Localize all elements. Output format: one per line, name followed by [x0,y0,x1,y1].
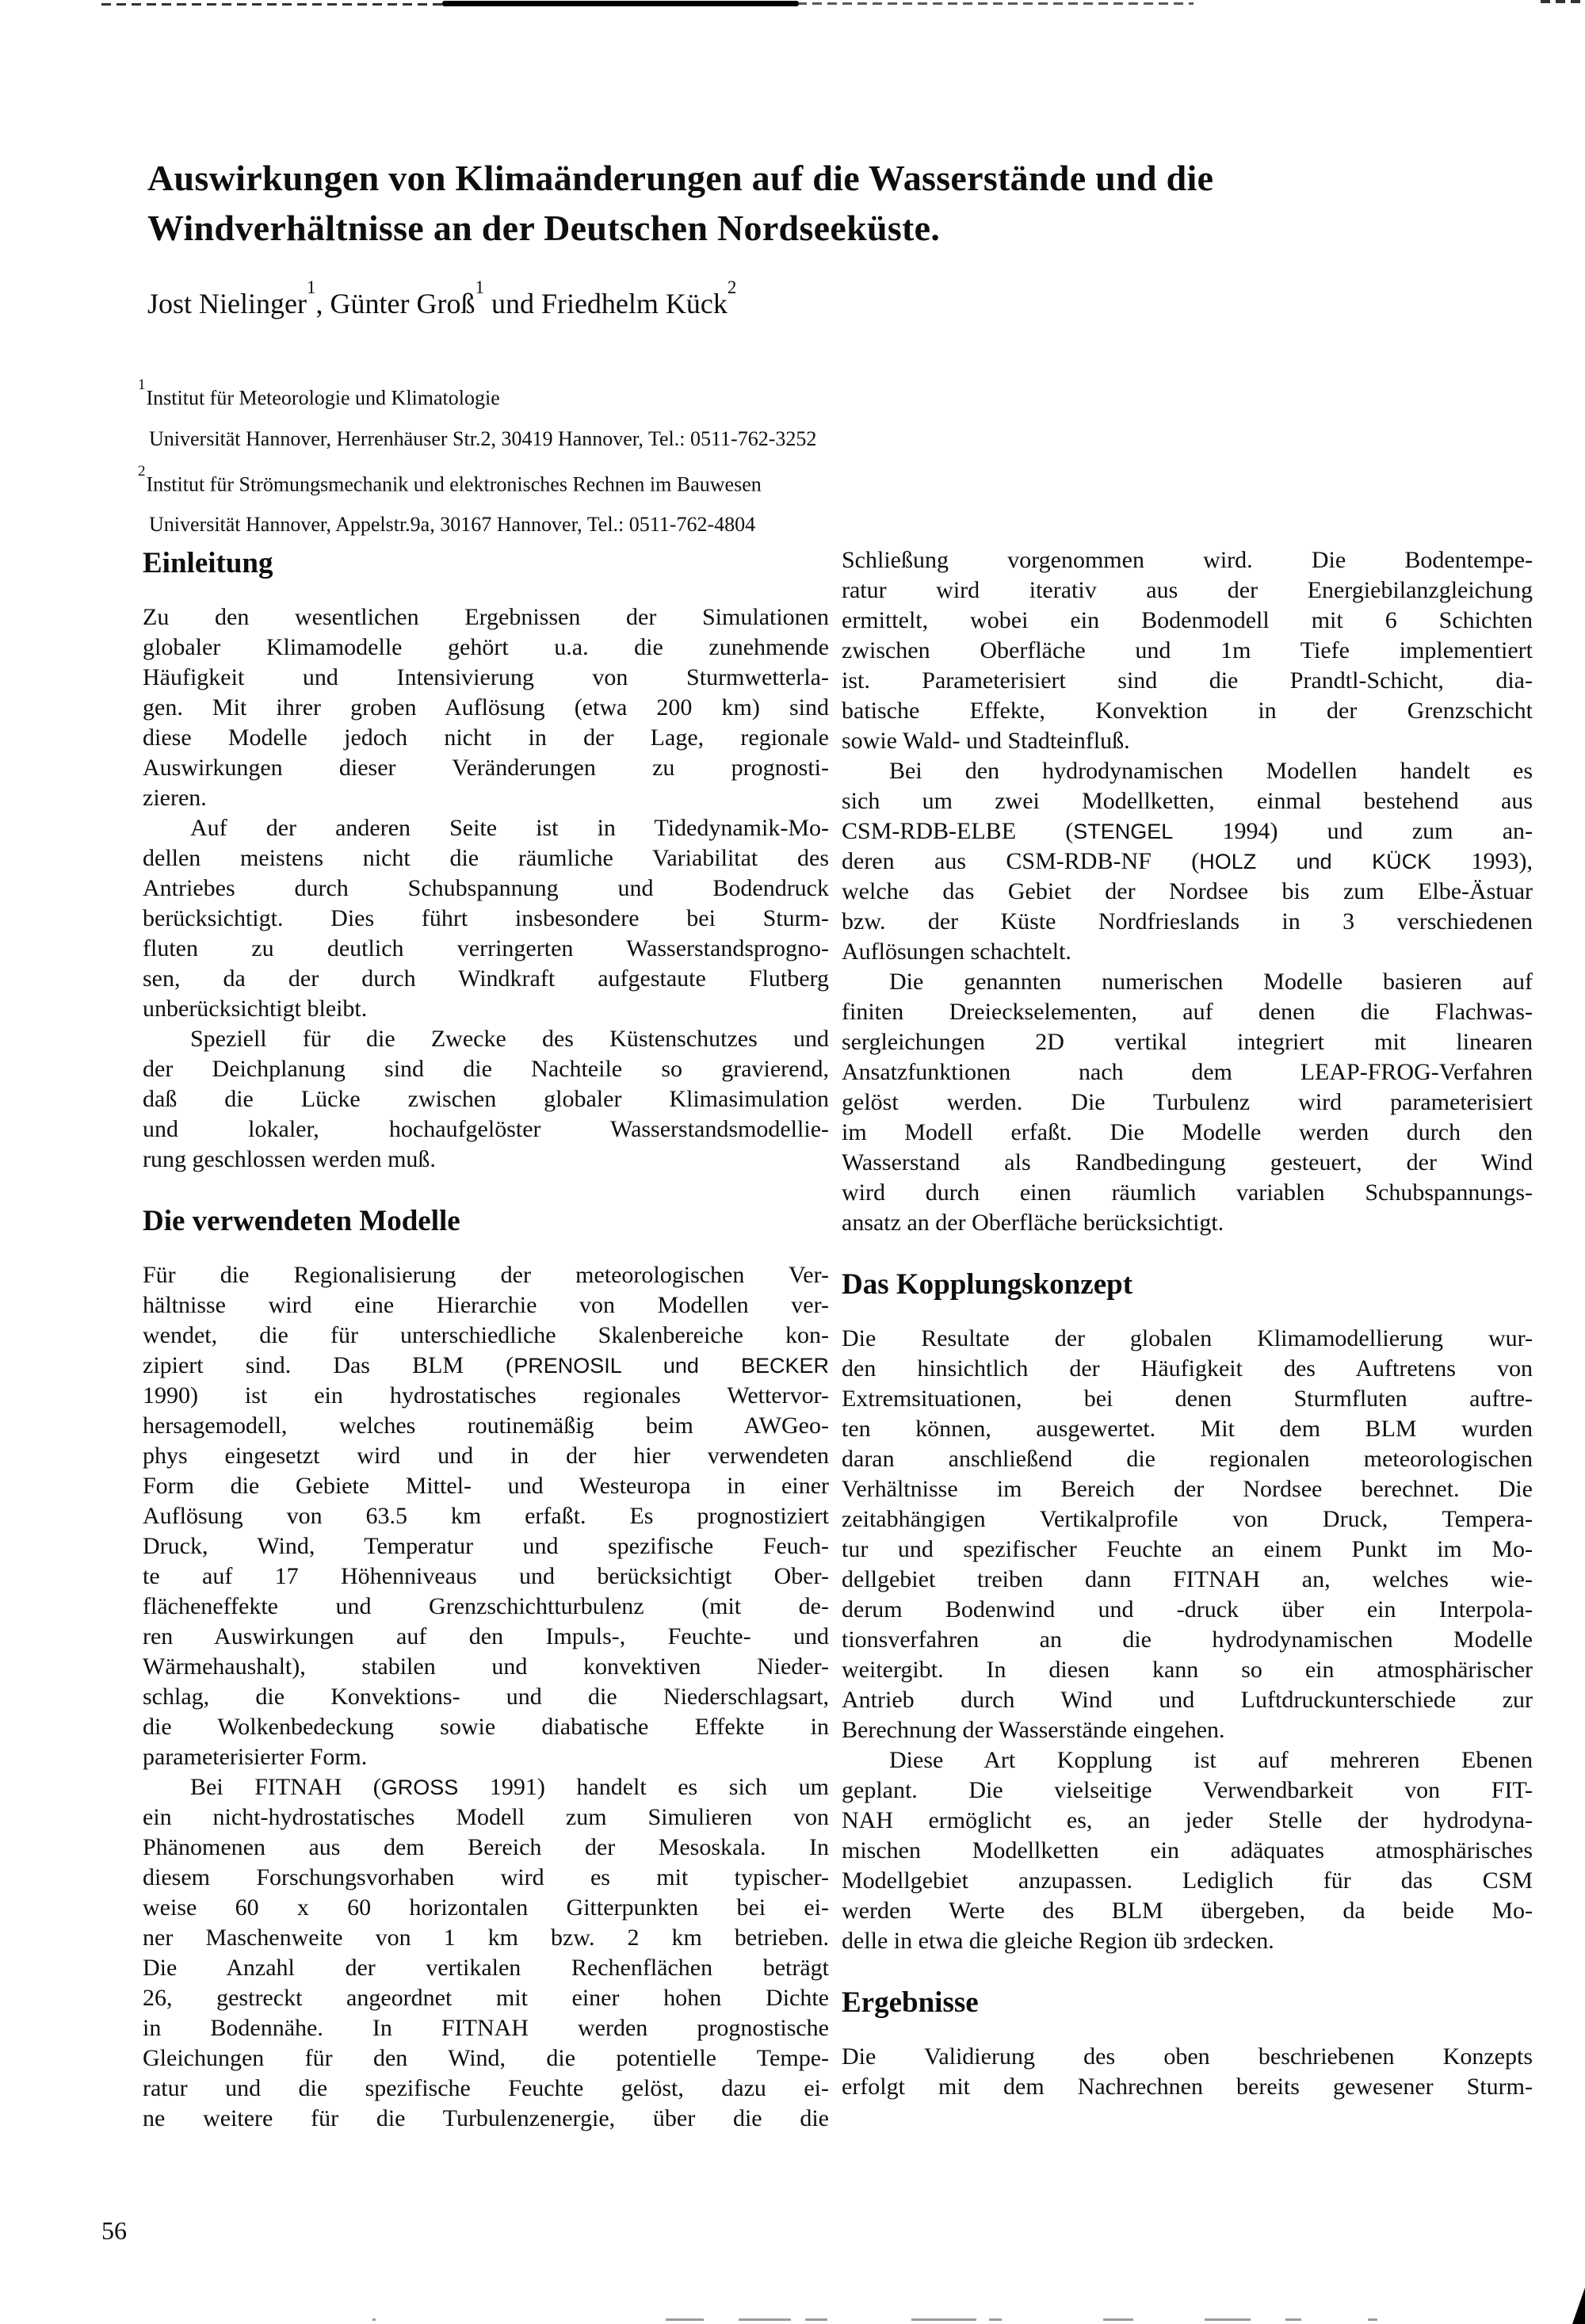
paragraph [842,1745,1533,1956]
text-line: daß die Lücke zwischen globaler Klimasimulation [143,1086,829,1112]
scan-artifact-top-line [797,2,1194,5]
text-line: der Deichplanung sind die Nachteile so gravierend, [143,1056,829,1082]
text-line: zwischen Oberfläche und 1m Tiefe implementiert [842,637,1533,663]
text-line: Die Resultate der globalen Klimamodellierung wur- [842,1325,1533,1351]
text-line: Auflösung von 63.5 km erfaßt. Es prognostiziert [143,1503,829,1529]
text-line: diesem Forschungsvorhaben wird es mit typischer- [143,1864,829,1890]
paragraph [842,967,1533,1238]
text-line: ner Maschenweite von 1 km bzw. 2 km betrieben. [143,1925,829,1951]
text-line: batische Effekte, Konvektion in der Grenzschicht [842,698,1533,724]
paper-title-line: Windverhältnisse an der Deutschen Nordseeküste. [147,207,941,248]
text-line: Bei den hydrodynamischen Modellen handelt es [889,758,1533,784]
text-line: delle in etwa die gleiche Region üb ɜrdecken. [842,1928,1274,1954]
text-line: Die Anzahl der vertikalen Rechenflächen beträgt [143,1955,829,1981]
text-line: ansatz an der Oberfläche berücksichtigt. [842,1210,1224,1236]
left-column [143,545,829,2134]
right-column [842,545,1533,2102]
text-line: CSM-RDB-ELBE (STENGEL 1994) und zum an- [842,818,1533,844]
text-line: bzw. der Küste Nordfrieslands in 3 verschiedenen [842,908,1533,935]
paragraph [143,602,829,813]
text-line: weitergibt. In diesen kann so ein atmosphärischer [842,1657,1533,1683]
text-line: dellen meistens nicht die räumliche Variabilitat des [143,845,829,871]
text-line: weise 60 x 60 horizontalen Gitterpunkten bei ei- [143,1894,829,1921]
paragraph [842,545,1533,756]
text-line: Diese Art Kopplung ist auf mehreren Ebenen [889,1747,1533,1773]
text-line: Auf der anderen Seite ist in Tidedynamik-Mo- [190,815,829,841]
text-line: 26, gestreckt angeordnet mit einer hohen Dichte [143,1985,829,2011]
paper-title [147,153,1479,253]
text-line: welche das Gebiet der Nordsee bis zum Elbe-Ästuar [842,878,1533,904]
superscript-ref: 2 [727,277,737,297]
scan-artifact-dot [1205,2318,1251,2321]
scan-artifact-dot [739,2318,791,2321]
text-line: ratur und die spezifische Feuchte gelöst, dazu ei- [143,2075,829,2101]
affiliation-address: Universität Hannover, Appelstr.9a, 30167 Hannover, Tel.: 0511-762-4804 [149,513,756,537]
text-line: te auf 17 Höhenniveaus und berücksichtigt Ober- [143,1563,829,1589]
citation-name: GROSS [380,1775,459,1799]
text-line: Zu den wesentlichen Ergebnissen der Simulationen [143,604,829,630]
paragraph [842,2042,1533,2102]
text-line: Ansatzfunktionen nach dem LEAP-FROG-Verfahren [842,1059,1533,1085]
text-line: Phänomenen aus dem Bereich der Mesoskala. In [143,1834,829,1860]
text-line: dellgebiet treiben dann FITNAH an, welches wie- [842,1566,1533,1592]
text-line: derum Bodenwind und -druck über ein Interpola- [842,1596,1533,1623]
text-line: NAH ermöglicht es, an jeder Stelle der hydrodyna- [842,1807,1533,1833]
citation-name: PRENOSIL und BECKER [514,1354,830,1378]
text-line: Die Validierung des oben beschriebenen Konzepts [842,2043,1533,2070]
scan-artifact-dot [805,2318,827,2321]
text-line: erfolgt mit dem Nachrechnen bereits gewesener Sturm- [842,2074,1533,2100]
text-line: daran anschließend die regionalen meteorologischen [842,1446,1533,1472]
text-line: Form die Gebiete Mittel- und Westeuropa in einer [143,1473,829,1499]
section-heading: Einleitung [143,547,273,579]
text-line: rung geschlossen werden muß. [143,1146,436,1172]
text-line: den hinsichtlich der Häufigkeit des Auftretens von [842,1355,1533,1382]
text-line: diese Modelle jedoch nicht in der Lage, regionale [143,724,829,751]
text-line: parameterisierter Form. [143,1744,368,1770]
text-line: tur und spezifischer Feuchte an einem Punkt im Mo- [842,1536,1533,1562]
text-line: finiten Dreieckselementen, auf denen die Flachwas- [842,999,1533,1025]
text-line: die Wolkenbedeckung sowie diabatische Effekte in [143,1714,829,1740]
text-line: Antriebes durch Schubspannung und Bodendruck [143,875,829,901]
text-line: Häufigkeit und Intensivierung von Sturmwetterla- [143,664,829,690]
scan-artifact-dot [1103,2318,1133,2321]
paragraph [143,1772,829,2134]
text-line: fluten zu deutlich verringerten Wasserstandsprogno- [143,935,829,961]
affiliation-institute: $^1$Institut für Meteorologie und Klimatologie [138,377,500,410]
text-line: hältnisse wird eine Hierarchie von Modellen ver- [143,1292,829,1318]
text-line: tionsverfahren an die hydrodynamischen Modelle [842,1626,1533,1653]
text-line: Extremsituationen, bei denen Sturmfluten auftre- [842,1386,1533,1412]
text-line: 1990) ist ein hydrostatisches regionales Wettervor- [143,1382,829,1409]
text-line: Wärmehaushalt), stabilen und konvektiven Nieder- [143,1653,829,1680]
paragraph [842,756,1533,967]
scan-artifact-top-line [1541,0,1585,3]
text-line: sen, da der durch Windkraft aufgestaute Flutberg [143,965,829,992]
paragraph [143,1024,829,1175]
text-line: Modellgebiet anzupassen. Lediglich für das CSM [842,1867,1533,1894]
scan-artifact-dot [911,2318,976,2321]
text-line: werden Werte des BLM übergeben, da beide Mo- [842,1898,1533,1924]
text-line: Speziell für die Zwecke des Küstenschutzes und [190,1026,829,1052]
affiliations [138,373,816,545]
text-line: phys eingesetzt wird und in der hier verwendeten [143,1443,829,1469]
text-line: deren aus CSM-RDB-NF (HOLZ und KÜCK 1993), [842,848,1533,874]
text-line: Schließung vorgenommen wird. Die Bodentempe- [842,547,1533,573]
text-line: zipiert sind. Das BLM (PRENOSIL und BECKER [143,1352,830,1378]
affiliation-superscript: 1 [138,377,146,393]
text-line: Berechnung der Wasserstände eingehen. [842,1717,1225,1743]
affiliation-superscript: 2 [138,462,146,480]
scan-artifact-dot [666,2318,704,2321]
text-line: ist. Parameterisiert sind die Prandtl-Schicht, dia- [842,667,1533,694]
text-line: Für die Regionalisierung der meteorologischen Ver- [143,1262,829,1288]
text-line: ten können, ausgewertet. Mit dem BLM wurden [842,1416,1533,1442]
text-line: unberücksichtigt bleibt. [143,996,368,1022]
text-line: globaler Klimamodelle gehört u.a. die zunehmende [143,634,829,660]
affiliation-institute: $^2$Institut für Strömungsmechanik und elektronisches Rechnen im Bauwesen [138,462,762,496]
text-line: Die genannten numerischen Modelle basieren auf [889,969,1533,995]
citation-name: HOLZ und KÜCK [1199,850,1432,873]
text-line: gen. Mit ihrer groben Auflösung (etwa 200 km) sind [143,694,829,721]
text-line: ratur wird iterativ aus der Energiebilanzgleichung [842,577,1533,603]
text-line: wird durch einen räumlich variablen Schubspannungs- [842,1179,1533,1206]
affiliation-address: Universität Hannover, Herrenhäuser Str.2, 30419 Hannover, Tel.: 0511-762-3252 [149,426,817,450]
text-line: mischen Modellketten ein adäquates atmosphärisches [842,1837,1533,1863]
paragraph [143,1260,829,1772]
text-line: sowie Wald- und Stadteinfluß. [842,728,1130,754]
text-line: Gleichungen für den Wind, die potentielle Tempe- [143,2045,829,2071]
text-line: in Bodennähe. In FITNAH werden prognostische [143,2015,829,2041]
text-line: Auswirkungen dieser Veränderungen zu prognosti- [143,755,829,781]
paper-title-line: Auswirkungen von Klimaänderungen auf die Wasserstände und die [147,157,1214,198]
text-line: sergleichungen 2D vertikal integriert mit linearen [842,1029,1533,1055]
text-line: berücksichtigt. Dies führt insbesondere bei Sturm- [143,905,829,931]
section-heading: Ergebnisse [842,1986,979,2019]
text-line: geplant. Die vielseitige Verwendbarkeit von FIT- [842,1777,1533,1803]
paragraph [842,1324,1533,1745]
text-line: hersagemodell, welches routinemäßig beim AWGeo- [143,1412,829,1439]
text-line: Wasserstand als Randbedingung gesteuert, der Wind [842,1149,1533,1175]
scan-artifact-dot [1368,2318,1377,2321]
page-number: 56 [101,2216,127,2245]
superscript-ref: 1 [475,277,484,297]
text-line: flächeneffekte und Grenzschichtturbulenz (mit de- [143,1593,829,1619]
scan-artifact-top-line [442,1,799,6]
text-line: ren Auswirkungen auf den Impuls-, Feuchte- und [143,1623,829,1649]
text-line: gelöst werden. Die Turbulenz wird parameterisiert [842,1089,1533,1115]
paragraph [143,813,829,1024]
superscript-ref: 1 [306,277,316,297]
scan-artifact-dot [1285,2318,1301,2321]
scan-artifact-dot [372,2318,376,2321]
text-line: schlag, die Konvektions- und die Niederschlagsart, [143,1684,829,1710]
text-line: und lokaler, hochaufgelöster Wasserstandsmodellie- [143,1116,829,1142]
section-heading: Die verwendeten Modelle [143,1205,460,1237]
text-line: Druck, Wind, Temperatur und spezifische Feuch- [143,1533,829,1559]
text-line: wendet, die für unterschiedliche Skalenbereiche kon- [143,1322,829,1348]
scan-artifact-top-line [101,3,445,6]
scan-artifact-dot [989,2318,1002,2321]
text-line: ermittelt, wobei ein Bodenmodell mit 6 Schichten [842,607,1533,633]
text-line: Bei FITNAH (GROSS 1991) handelt es sich um [190,1774,829,1800]
text-line: Antrieb durch Wind und Luftdruckunterschiede zur [842,1687,1533,1713]
text-line: zieren. [143,785,207,811]
citation-name: STENGEL [1073,820,1174,843]
text-line: ne weitere für die Turbulenzenergie, über die die [143,2105,829,2131]
text-line: zeitabhängigen Vertikalprofile von Druck, Tempera- [842,1506,1533,1532]
text-line: im Modell erfaßt. Die Modelle werden durch den [842,1119,1533,1145]
text-line: ein nicht-hydrostatisches Modell zum Simulieren von [143,1804,829,1830]
text-line: sich um zwei Modellketten, einmal bestehend aus [842,788,1533,814]
authors-line: Jost Nielinger$^1$, Günter Groß$^1$ und Friedhelm Kück$^2$ [147,277,737,319]
text-line: Auflösungen schachtelt. [842,938,1071,965]
text-line: Verhältnisse im Bereich der Nordsee berechnet. Die [842,1476,1533,1502]
scan-artifact-corner [1572,2288,1585,2324]
section-heading: Das Kopplungskonzept [842,1268,1133,1301]
